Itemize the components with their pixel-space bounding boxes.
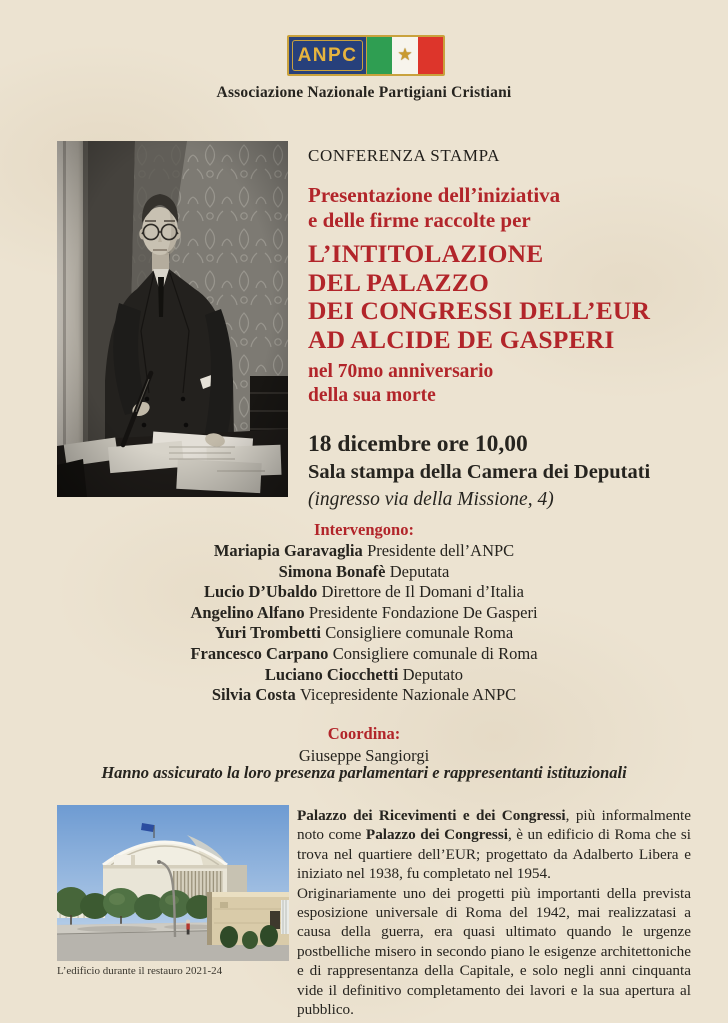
coordinator-heading: Coordina:: [327, 723, 401, 743]
speaker-row: [0, 644, 728, 665]
anpc-logo: [287, 35, 445, 76]
speaker-row: [0, 623, 728, 644]
palazzo-dei-congressi-photo: [57, 805, 289, 961]
attendance-note: Hanno assicurato la loro presenza parlamentari e rappresentanti istituzionali: [101, 763, 627, 782]
star-icon: ★: [397, 44, 413, 64]
de-gasperi-photo: [57, 141, 288, 497]
speaker-name: Mariapia Garavaglia: [213, 541, 363, 560]
speakers-heading: Intervengono:: [314, 520, 414, 539]
about-paragraph-1: [297, 806, 691, 884]
speaker-name: Francesco Carpano: [190, 643, 329, 663]
anpc-logo-text: ANPC: [297, 44, 358, 66]
anniversary-line-2: della sua morte: [308, 385, 436, 406]
portrait-illustration: [57, 141, 288, 497]
flag-red-stripe: [418, 37, 443, 74]
speaker-role: Deputata: [389, 561, 450, 581]
speaker-role: Consigliere comunale Roma: [325, 623, 514, 643]
anpc-logo-blue-panel: [289, 37, 366, 74]
photo-caption: L’edificio durante il restauro 2021-24: [57, 965, 223, 977]
speaker-role: Direttore de Il Domani d’Italia: [321, 582, 525, 602]
speaker-name: Silvia Costa: [211, 685, 296, 705]
building-illustration: [57, 805, 289, 961]
speaker-role: Deputato: [402, 664, 464, 684]
speaker-row: [0, 541, 728, 562]
italian-flag: [366, 37, 443, 74]
about-bold-1: Palazzo dei Ricevimenti e dei Congressi: [297, 807, 566, 824]
speaker-name: Angelino Alfano: [190, 602, 305, 622]
title-line-4: AD ALCIDE DE GASPERI: [308, 324, 615, 354]
speaker-row: [0, 665, 728, 686]
event-date: 18 dicembre ore 10,00: [308, 431, 528, 457]
main-title: [308, 240, 708, 354]
speaker-role: Consigliere comunale di Roma: [332, 643, 538, 663]
kicker: CONFERENZA STAMPA: [308, 146, 500, 165]
speaker-role: Presidente dell’ANPC: [367, 541, 515, 560]
event-entrance: (ingresso via della Missione, 4): [308, 489, 554, 510]
about-text-2: , è un edificio di Roma che si trova nel quartiere dell’EUR; progettato da Adalberto Libera e iniziato nel 1938, fu completato nel 1954.: [297, 826, 691, 883]
about-paragraph-2: Originariamente uno dei progetti più importanti della prevista esposizione universale di Roma del 1942, mai realizzatasi a causa della guerra, era quasi ultimato quando le urgenze postbelliche misero in secondo piano le esigenze architettoniche e di rappresentanza della Capitale, e solo negli anni cinquanta vide il definitivo completamento dei lavori e la sua apertura al pubblico.: [297, 884, 691, 1019]
speaker-role: Vicepresidente Nazionale ANPC: [299, 685, 517, 705]
title-line-3: DEI CONGRESSI DELL’EUR: [308, 296, 651, 325]
anpc-logo-frame: [292, 40, 363, 71]
title-line-2: DEL PALAZZO: [308, 267, 489, 297]
about-text: [297, 806, 691, 1019]
coordinator-name: Giuseppe Sangiorgi: [298, 745, 430, 765]
event-venue: Sala stampa della Camera dei Deputati: [308, 461, 651, 483]
about-text-1: , più informalmente noto come: [297, 807, 691, 844]
speaker-row: [0, 685, 728, 706]
speaker-name: Luciano Ciocchetti: [264, 664, 399, 684]
intro-line-1: Presentazione dell’iniziativa: [308, 183, 561, 207]
anniversary-line-1: nel 70mo anniversario: [308, 361, 494, 382]
speaker-name: Simona Bonafè: [278, 561, 386, 581]
speaker-name: Lucio D’Ubaldo: [203, 582, 318, 602]
title-line-1: L’INTITOLAZIONE: [308, 239, 544, 268]
speaker-name: Yuri Trombetti: [214, 623, 322, 643]
speaker-role: Presidente Fondazione De Gasperi: [308, 602, 538, 622]
event-info: [308, 146, 708, 513]
intro-line-2: e delle firme raccolte per: [308, 208, 531, 232]
organization-name: Associazione Nazionale Partigiani Cristiani: [216, 84, 512, 101]
flag-green-stripe: [367, 37, 392, 74]
speaker-row: [0, 582, 728, 603]
flag-white-stripe: [392, 37, 417, 74]
speakers-section: [0, 519, 728, 766]
speaker-row: [0, 603, 728, 624]
about-bold-2: Palazzo dei Congressi: [365, 826, 508, 844]
annex-building: [207, 892, 289, 949]
speaker-row: [0, 562, 728, 583]
